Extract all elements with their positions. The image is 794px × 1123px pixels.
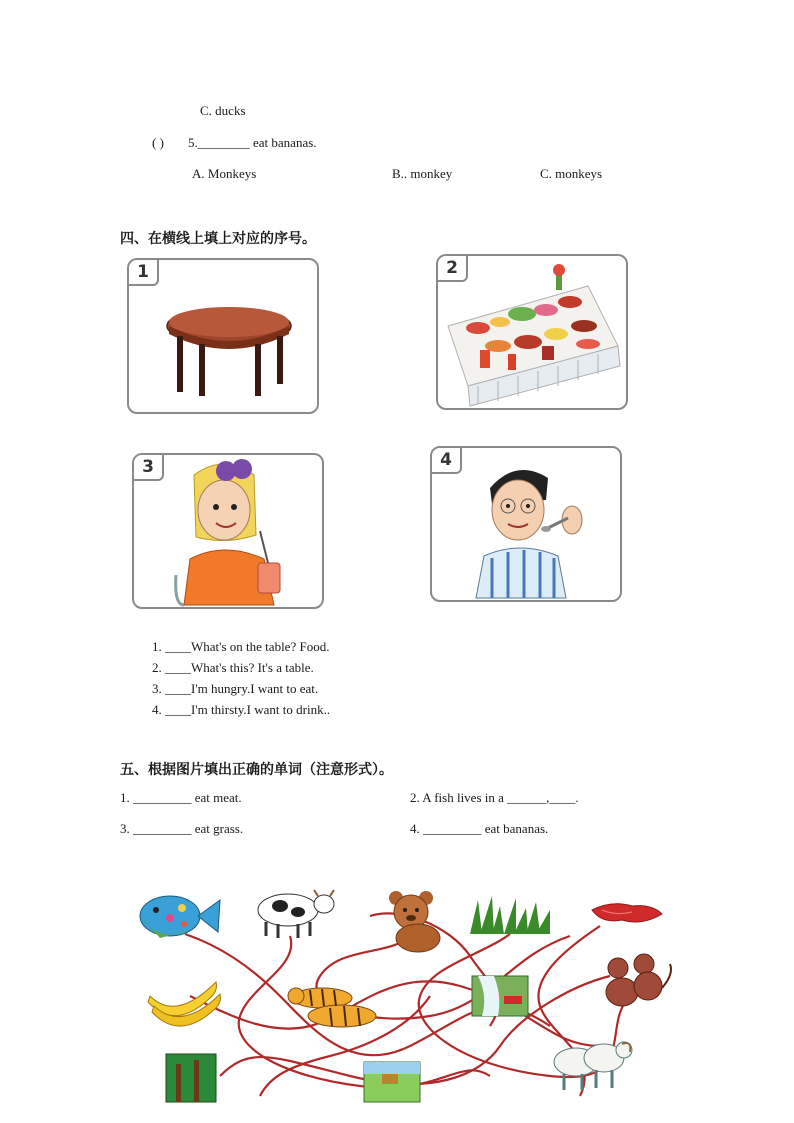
- animal-food-maze: [130, 876, 690, 1112]
- fill-item-1: 1. _________ eat meat.: [120, 790, 242, 805]
- forest-picture: [166, 1054, 216, 1102]
- waterfall-picture: [472, 976, 528, 1016]
- match-item-4: 4. ____I'm thirsty.I want to drink..: [152, 702, 331, 717]
- question-5-text: 5.________ eat bananas.: [188, 135, 317, 150]
- cow-picture: [258, 890, 334, 938]
- section-5-heading: 五、根据图片填出正确的单词（注意形式）。: [120, 762, 393, 778]
- farm-field-picture: [364, 1062, 420, 1102]
- monkeys-picture: [606, 954, 671, 1006]
- answer-bracket-q5[interactable]: ( ): [152, 135, 164, 150]
- grass-picture: [470, 896, 550, 934]
- banana-picture: [148, 982, 221, 1026]
- panel-number-3: 3: [132, 453, 164, 481]
- tigers-picture: [288, 988, 376, 1027]
- panel-number-4: 4: [430, 446, 462, 474]
- meat-picture: [592, 904, 662, 922]
- match-item-1: 1. ____What's on the table? Food.: [152, 639, 330, 654]
- q5-option-a: A. Monkeys: [192, 166, 257, 181]
- panel-number-2: 2: [436, 254, 468, 282]
- q5-option-b: B.. monkey: [392, 166, 453, 181]
- fill-item-3: 3. _________ eat grass.: [120, 821, 244, 836]
- picture-panel-4: [430, 446, 622, 602]
- fill-item-2: 2. A fish lives in a ______,____.: [410, 790, 579, 805]
- match-item-3: 3. ____I'm hungry.I want to eat.: [152, 681, 319, 696]
- q5-option-c: C. monkeys: [540, 166, 603, 181]
- picture-panel-1: [127, 258, 319, 414]
- option-c-previous: C. ducks: [200, 103, 246, 118]
- sheep-picture: [554, 1042, 632, 1090]
- picture-panel-3: [132, 453, 324, 609]
- panel-number-1: 1: [127, 258, 159, 286]
- fill-item-4: 4. _________ eat bananas.: [410, 821, 549, 836]
- bear-picture: [389, 891, 440, 952]
- picture-panel-2: [436, 254, 628, 410]
- match-item-2: 2. ____What's this? It's a table.: [152, 660, 314, 675]
- fish-picture: [140, 896, 220, 938]
- section-4-heading: 四、在横线上填上对应的序号。: [120, 231, 316, 247]
